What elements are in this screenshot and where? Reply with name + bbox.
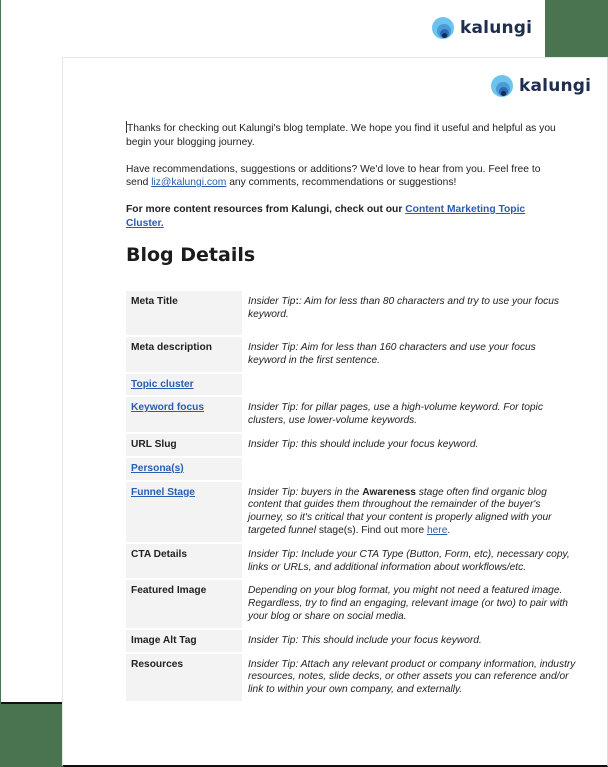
topic-cluster-link[interactable]: Content Marketing Topic Cluster.: [126, 204, 526, 229]
table-row: [126, 654, 581, 701]
email-link[interactable]: liz@kalungi.com: [151, 177, 227, 188]
row-label: URL Slug: [126, 434, 242, 456]
intro-text-2a: Have recommendations, suggestions or additions? We'd love to hear from you. Feel free to send: [126, 163, 541, 188]
table-row: [126, 291, 581, 335]
intro-paragraph-2: [126, 163, 556, 190]
kalungi-logo-back: [432, 17, 532, 39]
row-label: Resources: [126, 654, 242, 701]
intro-text-1: Thanks for checking out Kalungi's blog template. We hope you find it useful and helpful as you begin your blogging journey.: [126, 123, 556, 148]
table-row: [126, 374, 581, 396]
table-row: [126, 482, 581, 542]
find-out-more-link[interactable]: here: [426, 524, 448, 536]
row-tip: [242, 374, 581, 396]
row-label: [126, 482, 242, 542]
row-tip: Insider Tip:: Aim for less than 80 characters and try to use your focus keyword.: [248, 296, 559, 320]
row-tip: Insider Tip: Attach any relevant product or company information, industry resources, notes, slide decks, or other assets you can reference and/or link to within your own company, and externally.: [248, 658, 576, 696]
logo-wordmark: kalungi: [519, 76, 592, 96]
logo-wordmark: kalungi: [460, 18, 533, 38]
intro-paragraph-1: [126, 121, 556, 149]
row-tip: Insider Tip: This should include your focus keyword.: [248, 634, 482, 646]
table-row: [126, 337, 581, 372]
row-tip: Insider Tip: this should include your focus keyword.: [248, 438, 479, 450]
row-tip: [242, 458, 581, 480]
row-label: CTA Details: [126, 544, 242, 579]
row-label: Image Alt Tag: [126, 630, 242, 652]
row-label: [126, 397, 242, 432]
blog-details-table: [126, 289, 581, 703]
table-row: [126, 434, 581, 456]
row-label: Featured Image: [126, 580, 242, 627]
table-row: [126, 458, 581, 480]
intro-section: [126, 121, 556, 244]
intro-paragraph-3: [126, 203, 556, 230]
row-label: [126, 458, 242, 480]
kalungi-logo-icon: [432, 17, 454, 39]
row-tip: Depending on your blog format, you might not need a featured image. Regardless, try to find an engaging, relevant image (or two) to pair with your blog or share on social media.: [248, 585, 568, 622]
funnel-stage-link[interactable]: Funnel Stage: [131, 486, 195, 498]
intro-text-2b: any comments, recommendations or suggestions!: [226, 177, 457, 188]
row-tip: Insider Tip: Include your CTA Type (Button, Form, etc), necessary copy, links or URLs, and additional information about workflows/etc.: [248, 548, 570, 573]
kalungi-logo-front: [491, 75, 591, 97]
keyword-focus-link[interactable]: Keyword focus: [131, 402, 205, 414]
personas-link[interactable]: Persona(s): [131, 462, 184, 474]
row-label: Meta description: [126, 337, 242, 372]
table-row: [126, 630, 581, 652]
section-heading: Blog Details: [126, 244, 256, 266]
row-label: Meta Title: [126, 291, 242, 335]
kalungi-logo-icon: [491, 75, 513, 97]
table-row: [126, 544, 581, 579]
intro-text-3: For more content resources from Kalungi, check out our: [126, 204, 406, 215]
table-row: [126, 397, 581, 432]
table-row: [126, 580, 581, 627]
row-tip: Insider Tip: buyers in the Awareness stage often find organic blog content that guides them throughout the remainder of the buyer's journey, so it's critical that your content is properly aligned with your targeted funnel stage(s). Find out more here.: [248, 486, 552, 536]
topic-cluster-label-link[interactable]: Topic cluster: [131, 378, 194, 390]
row-tip: Insider Tip: Aim for less than 160 characters and use your focus keyword in the first sentence.: [248, 342, 536, 366]
row-label: [126, 374, 242, 396]
row-tip: Insider Tip: for pillar pages, use a high-volume keyword. For topic clusters, use lower-volume keywords.: [248, 402, 543, 427]
